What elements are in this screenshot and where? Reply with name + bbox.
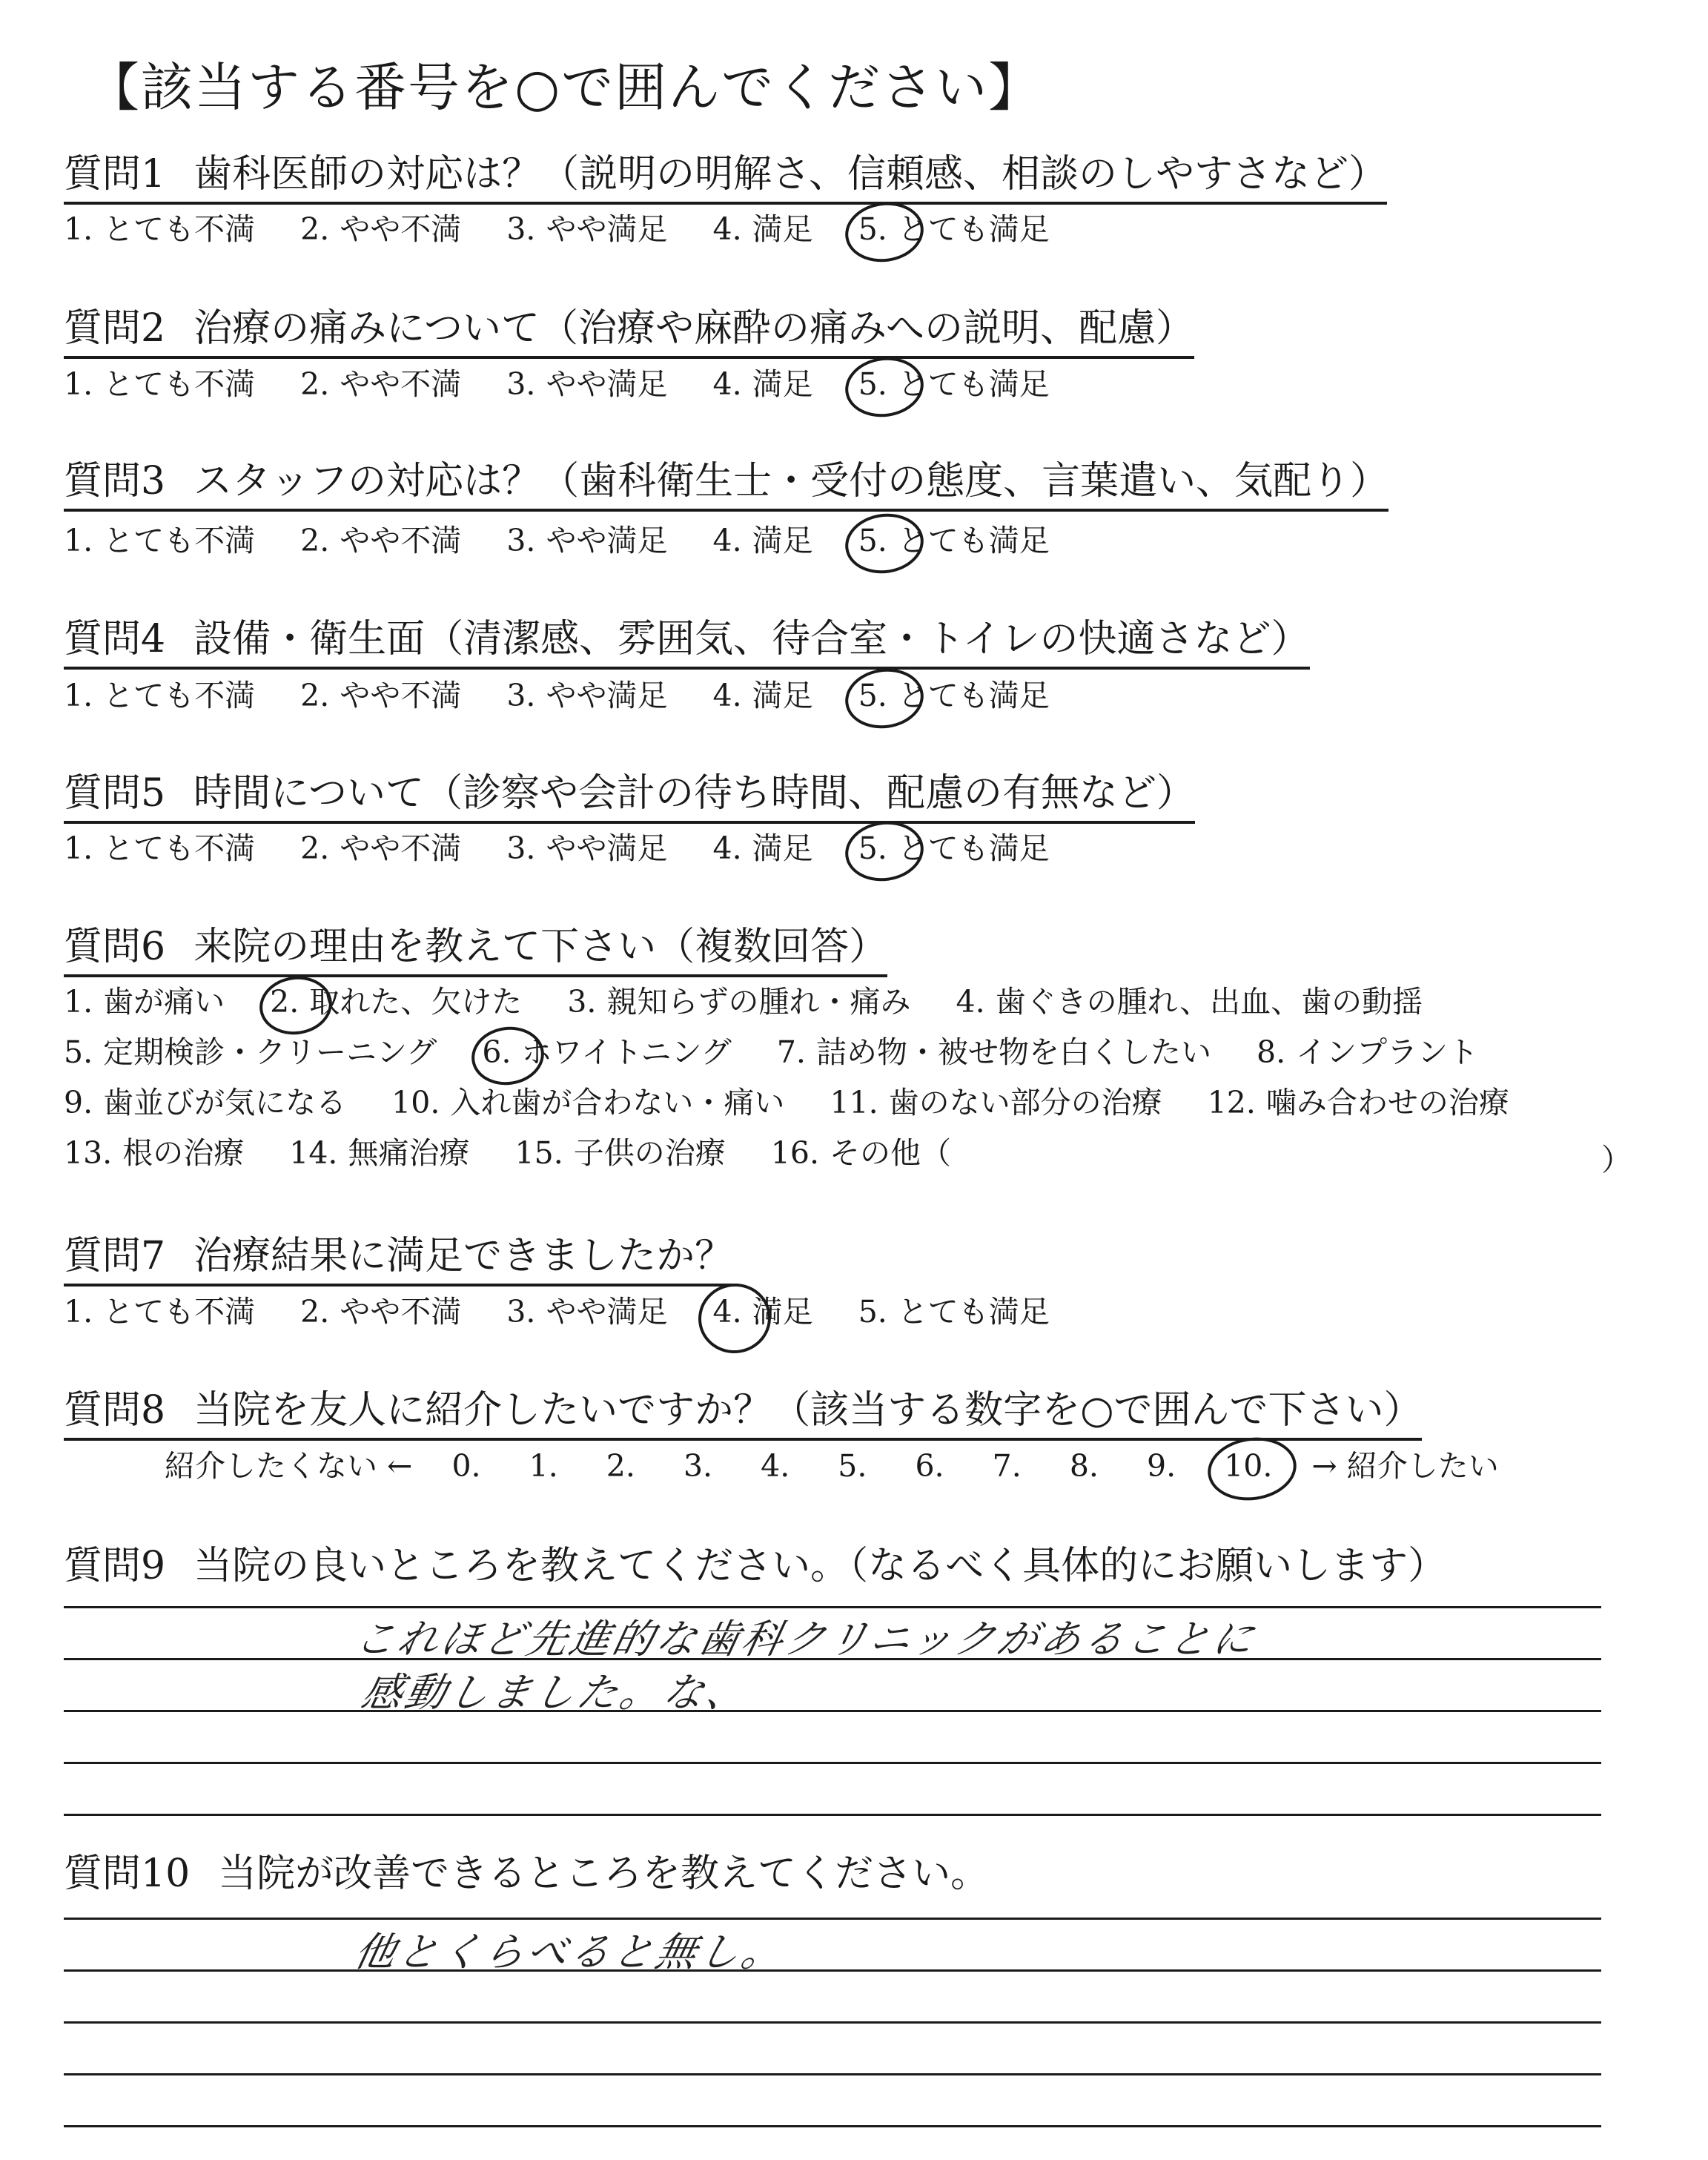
q8-score-5[interactable]: 5.	[838, 1448, 867, 1484]
question-4	[64, 618, 1310, 670]
question-6-text: 来院の理由を教えて下さい（複数回答）	[193, 925, 888, 969]
q4-option-4[interactable]: 4. 満足	[712, 678, 813, 713]
question-7-text: 治療結果に満足できましたか？	[193, 1234, 734, 1278]
answer-line	[64, 1762, 1601, 1764]
q5-option-1[interactable]: 1. とても不満	[64, 830, 256, 866]
q8-score-6[interactable]: 6.	[915, 1448, 944, 1484]
q8-score-4[interactable]: 4.	[761, 1448, 790, 1484]
q1-option-2[interactable]: 2. やや不満	[300, 211, 462, 247]
question-1-options	[64, 211, 1085, 248]
q1-option-4[interactable]: 4. 満足	[712, 211, 813, 247]
question-8-text: 当院を友人に紹介したいですか？（該当する数字を○で囲んで下さい）	[193, 1388, 1423, 1433]
question-3-options	[64, 523, 1085, 559]
question-1-number: 質問1	[64, 152, 166, 196]
q2-option-4[interactable]: 4. 満足	[712, 366, 813, 402]
q3-option-1[interactable]: 1. とても不満	[64, 523, 256, 558]
question-4-options	[64, 678, 1085, 714]
q8-score-8[interactable]: 8.	[1069, 1448, 1099, 1484]
question-6-row-1	[64, 984, 1458, 1020]
q8-score-0[interactable]: 0.	[451, 1448, 481, 1484]
q10-handwritten-answer: 他とくらべると無し。	[350, 1929, 790, 1975]
q6-option-16[interactable]: 16. その他（	[770, 1135, 952, 1171]
question-10-text: 当院が改善できるところを教えてください。	[218, 1852, 990, 1896]
question-5-options	[64, 830, 1085, 867]
q3-option-3[interactable]: 3. やや満足	[506, 523, 668, 558]
q6-option-7[interactable]: 7. 詰め物・被せ物を白くしたい	[776, 1034, 1211, 1070]
q7-option-2[interactable]: 2. やや不満	[300, 1294, 462, 1330]
question-5-number: 質問5	[64, 771, 166, 816]
answer-line	[64, 2073, 1601, 2075]
q7-option-5[interactable]: 5. とても満足	[858, 1294, 1050, 1330]
answer-line	[64, 2021, 1601, 2024]
q6-option-10[interactable]: 10. 入れ歯が合わない・痛い	[391, 1085, 785, 1120]
question-1	[64, 153, 1387, 205]
page-title: 【該当する番号を○で囲んでください】	[87, 57, 1042, 118]
q8-score-3[interactable]: 3.	[683, 1448, 713, 1484]
question-5-text: 時間について（診察や会計の待ち時間、配慮の有無など）	[193, 771, 1196, 816]
q9-handwritten-answer-line-1: これほど先進的な歯科クリニックがあることに	[350, 1616, 1261, 1662]
question-4-number: 質問4	[64, 617, 166, 661]
question-4-text: 設備・衛生面（清潔感、雰囲気、待合室・トイレの快適さなど）	[193, 617, 1310, 661]
q8-score-10[interactable]: 10.	[1224, 1448, 1272, 1484]
q7-option-3[interactable]: 3. やや満足	[506, 1294, 668, 1330]
question-9-number: 質問9	[64, 1544, 166, 1588]
q8-score-9[interactable]: 9.	[1146, 1448, 1176, 1484]
q2-option-1[interactable]: 1. とても不満	[64, 366, 256, 402]
q5-option-4[interactable]: 4. 満足	[712, 830, 813, 866]
q6-option-2[interactable]: 2. 取れた、欠けた	[270, 984, 522, 1020]
question-5	[64, 772, 1195, 824]
question-8-scale	[165, 1448, 1535, 1484]
question-2-options	[64, 366, 1085, 403]
q7-option-4[interactable]: 4. 満足	[713, 1294, 813, 1330]
q6-option-1[interactable]: 1. 歯が痛い	[64, 984, 225, 1020]
q4-option-1[interactable]: 1. とても不満	[64, 678, 256, 713]
question-7	[64, 1235, 733, 1287]
q8-score-7[interactable]: 7.	[992, 1448, 1022, 1484]
q7-option-1[interactable]: 1. とても不満	[64, 1294, 256, 1330]
q5-option-2[interactable]: 2. やや不満	[300, 830, 462, 866]
q6-option-8[interactable]: 8. インプラント	[1257, 1034, 1479, 1070]
q3-option-2[interactable]: 2. やや不満	[300, 523, 462, 558]
q2-option-2[interactable]: 2. やや不満	[300, 366, 462, 402]
q2-option-5[interactable]: 5. とても満足	[858, 366, 1050, 403]
q8-score-1[interactable]: 1.	[529, 1448, 558, 1484]
question-3-text: スタッフの対応は？（歯科衛生士・受付の態度、言葉遣い、気配り）	[193, 459, 1389, 503]
q8-score-2[interactable]: 2.	[606, 1448, 635, 1484]
question-7-options	[64, 1294, 1085, 1330]
q6-option-5[interactable]: 5. 定期検診・クリーニング	[64, 1034, 437, 1070]
question-6	[64, 925, 887, 977]
question-10	[64, 1852, 989, 1901]
answer-line	[64, 1969, 1601, 1972]
q6-option-15[interactable]: 15. 子供の治療	[514, 1135, 726, 1171]
q6-option-11[interactable]: 11. 歯のない部分の治療	[830, 1085, 1162, 1120]
q6-other-close-paren: ）	[1601, 1142, 1632, 1178]
q8-right-label: → 紹介したい	[1311, 1448, 1499, 1484]
q6-option-4[interactable]: 4. 歯ぐきの腫れ、出血、歯の動揺	[956, 984, 1423, 1020]
question-6-row-3	[64, 1085, 1545, 1121]
q4-option-2[interactable]: 2. やや不満	[300, 678, 462, 713]
q6-option-6[interactable]: 6. ホワイトニング	[482, 1034, 731, 1071]
question-6-row-2	[64, 1034, 1514, 1071]
q6-option-3[interactable]: 3. 親知らずの腫れ・痛み	[567, 984, 911, 1020]
question-8-number: 質問8	[64, 1388, 166, 1433]
question-2-text: 治療の痛みについて（治療や麻酔の痛みへの説明、配慮）	[193, 306, 1195, 351]
question-6-row-4	[64, 1135, 987, 1172]
answer-line	[64, 1918, 1601, 1920]
q4-option-5[interactable]: 5. とても満足	[858, 678, 1050, 714]
question-3-number: 質問3	[64, 459, 166, 503]
question-9	[64, 1545, 1446, 1593]
answer-line	[64, 1814, 1601, 1816]
question-7-number: 質問7	[64, 1234, 166, 1278]
q9-handwritten-answer-line-2: 感動しました。な、	[357, 1669, 755, 1716]
question-3	[64, 460, 1388, 512]
question-6-number: 質問6	[64, 925, 166, 969]
q5-option-5[interactable]: 5. とても満足	[858, 830, 1050, 867]
q6-option-14[interactable]: 14. 無痛治療	[289, 1135, 470, 1171]
q1-option-1[interactable]: 1. とても不満	[64, 211, 256, 247]
answer-line	[64, 2125, 1601, 2127]
q2-option-3[interactable]: 3. やや満足	[506, 366, 668, 402]
question-2	[64, 307, 1194, 359]
question-9-text: 当院の良いところを教えてください。（なるべく具体的にお願いします）	[193, 1544, 1447, 1588]
q5-option-3[interactable]: 3. やや満足	[506, 830, 668, 866]
question-1-text: 歯科医師の対応は？（説明の明解さ、信頼感、相談のしやすさなど）	[193, 152, 1388, 196]
q8-left-label: 紹介したくない ←	[165, 1448, 413, 1484]
q3-option-5[interactable]: 5. とても満足	[858, 523, 1050, 559]
q6-option-13[interactable]: 13. 根の治療	[64, 1135, 245, 1171]
answer-line	[64, 1710, 1601, 1712]
q6-option-9[interactable]: 9. 歯並びが気になる	[64, 1085, 347, 1120]
q3-option-4[interactable]: 4. 満足	[712, 523, 813, 558]
q4-option-3[interactable]: 3. やや満足	[506, 678, 668, 713]
q1-option-3[interactable]: 3. やや満足	[506, 211, 668, 247]
question-2-number: 質問2	[64, 306, 166, 351]
question-10-number: 質問10	[64, 1852, 191, 1896]
q6-option-12[interactable]: 12. 噛み合わせの治療	[1207, 1085, 1509, 1120]
q1-option-5[interactable]: 5. とても満足	[858, 211, 1050, 248]
question-8	[64, 1389, 1422, 1441]
